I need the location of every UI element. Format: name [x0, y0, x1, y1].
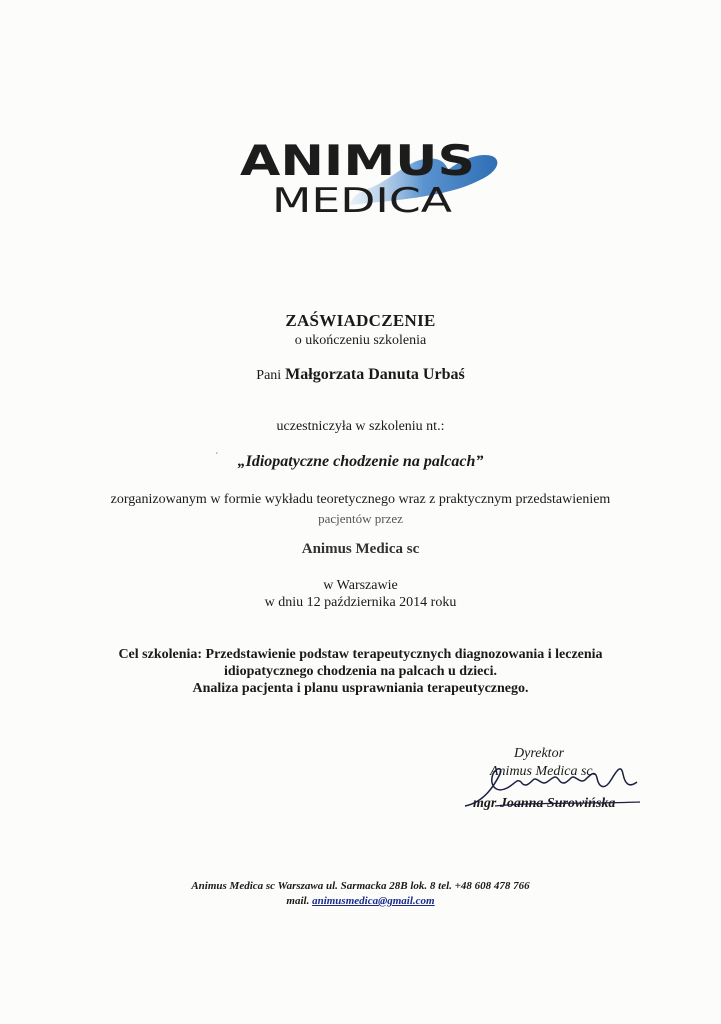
mail-label: mail. [286, 895, 310, 907]
date-text: w dniu 12 października 2014 roku [264, 595, 457, 610]
course-title: „Idiopatyczne chodzenie na palcach” [237, 453, 484, 470]
organizer-name: Animus Medica sc [301, 541, 420, 557]
certificate-subtitle: o ukończeniu szkolenia [294, 333, 427, 348]
logo-line2: MEDICA [272, 181, 452, 220]
training-goal [0, 646, 721, 697]
recipient-name: Małgorzata Danuta Urbaś [285, 366, 465, 383]
organized-text-line2: pacjentów przez [318, 511, 403, 526]
signature-name: mgr Joanna Surowińska [473, 796, 616, 811]
city-text: w Warszawie [323, 578, 398, 593]
footer-mail [0, 895, 721, 907]
signature-title: Dyrektor [514, 746, 565, 761]
recipient-line [0, 366, 721, 384]
scan-mark: ´ [215, 452, 219, 463]
footer-address: Animus Medica sc Warszawa ul. Sarmacka 28B lok. 8 tel. +48 608 478 766 [191, 880, 530, 892]
goal-line2: idiopatycznego chodzenia na palcach u dzieci. [224, 664, 497, 679]
recipient-salutation: Pani [256, 368, 282, 383]
goal-line1: Cel szkolenia: Przedstawienie podstaw terapeutycznych diagnozowania i leczenia [118, 647, 603, 662]
goal-line3: Analiza pacjenta i planu usprawniania terapeutycznego. [192, 681, 529, 696]
email-link[interactable]: animusmedica@gmail.com [312, 895, 435, 907]
handwritten-signature [455, 744, 645, 824]
logo-line1: ANIMUS [240, 136, 475, 185]
animus-medica-logo [230, 130, 510, 220]
signature-org: Animus Medica sc. [490, 764, 597, 779]
organized-text-line1: zorganizowanym w formie wykładu teoretycznego wraz z praktycznym przedstawieniem [110, 492, 611, 507]
certificate-title: ZAŚWIADCZENIE [285, 311, 436, 330]
participated-text: uczestniczyła w szkoleniu nt.: [276, 419, 445, 434]
